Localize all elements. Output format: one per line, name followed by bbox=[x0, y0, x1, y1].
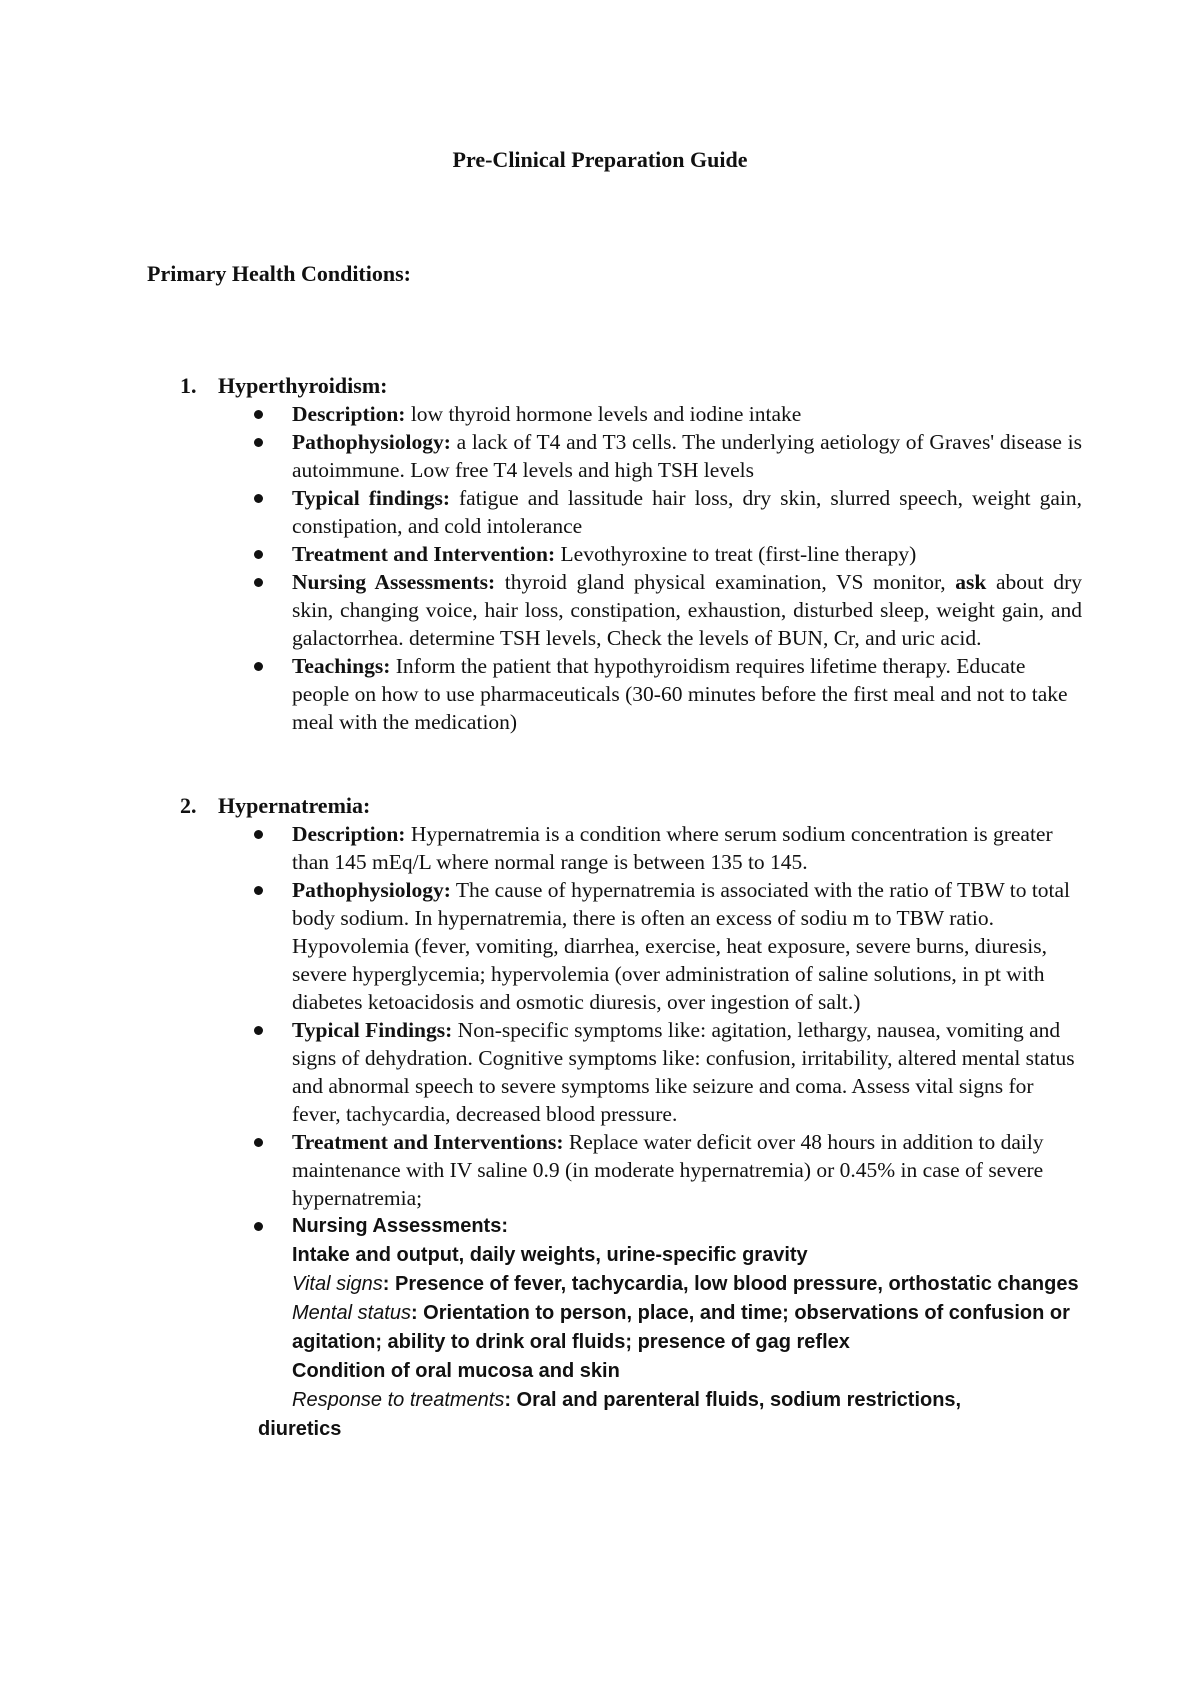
sub-label: Vital signs bbox=[292, 1273, 383, 1295]
bullet-icon bbox=[254, 438, 263, 447]
item-text: low thyroid hormone levels and iodine intake bbox=[405, 402, 802, 426]
condition-details bbox=[180, 400, 1080, 736]
bullet-icon bbox=[254, 886, 263, 895]
list-item bbox=[180, 1016, 1082, 1128]
section-heading: Primary Health Conditions: bbox=[147, 261, 411, 286]
item-text: Non-specific symptoms like: agitation, lethargy, nausea, vomiting and signs of dehydration. Cognitive symptoms like: confusion, irritability, altered mental status and abnormal speech to severe symptoms like seizure and coma. Assess vital signs for fever, tachycardia, decreased blood pressure. bbox=[292, 1018, 1075, 1126]
item-label: Typical Findings: bbox=[292, 1018, 453, 1042]
bullet-icon bbox=[254, 550, 263, 559]
bullet-icon bbox=[254, 1222, 263, 1231]
condition-heading bbox=[180, 792, 1080, 820]
condition-number: 1. bbox=[180, 373, 197, 398]
bullet-icon bbox=[254, 494, 263, 503]
vital-signs-line bbox=[292, 1270, 1082, 1299]
list-item bbox=[180, 428, 1082, 484]
bullet-icon bbox=[254, 662, 263, 671]
item-text: The cause of hypernatremia is associated with the ratio of TBW to total body sodium. In hypernatremia, there is often an excess of sodiu m to TBW ratio. Hypovolemia (fever, vomiting, diarrhea, exercise, heat exposure, severe burns, diuresis, severe hyperglycemia; hypervolemia (over administration of saline solutions, in pt with diabetes ketoacidosis and osmotic diuresis, over ingestion of salt.) bbox=[292, 878, 1071, 1014]
condition-number: 2. bbox=[180, 793, 197, 818]
item-text: fatigue and lassitude hair loss, dry skin, slurred speech, weight gain, constipation, and cold intolerance bbox=[292, 486, 1082, 538]
item-text: Replace water deficit over 48 hours in addition to daily maintenance with IV saline 0.9 (in moderate hypernatremia) or 0.45% in case of severe hypernatremia; bbox=[292, 1130, 1044, 1210]
condition-hypernatremia bbox=[180, 792, 1080, 1444]
list-item bbox=[180, 652, 1082, 736]
mental-status-line bbox=[292, 1299, 1082, 1357]
item-text: thyroid gland physical examination, VS monitor, bbox=[495, 570, 956, 594]
condition-name: Hypernatremia: bbox=[218, 793, 371, 818]
item-text-emphasis: ask bbox=[955, 570, 987, 594]
item-text: Hypernatremia is a condition where serum sodium concentration is greater than 145 mEq/L where normal range is between 135 to 145. bbox=[292, 822, 1053, 874]
condition-details bbox=[180, 820, 1080, 1444]
item-label: Description: bbox=[292, 822, 406, 846]
item-label: Typical findings: bbox=[292, 486, 450, 510]
item-label: Teachings: bbox=[292, 654, 391, 678]
item-text: : Orientation to person, place, and time; observations of confusion or agitation; ability to drink oral fluids; presence of gag reflex bbox=[292, 1302, 1070, 1353]
list-item bbox=[180, 400, 1082, 428]
bullet-icon bbox=[254, 578, 263, 587]
bullet-icon bbox=[254, 1026, 263, 1035]
condition-name: Hyperthyroidism: bbox=[218, 373, 388, 398]
item-text: Inform the patient that hypothyroidism requires lifetime therapy. Educate people on how to use pharmaceuticals (30-60 minutes before the first meal and not to take meal with the medication) bbox=[292, 654, 1068, 734]
bullet-icon bbox=[254, 1138, 263, 1147]
item-text: diuretics bbox=[258, 1418, 342, 1440]
item-text: : Oral and parenteral fluids, sodium restrictions, bbox=[504, 1389, 962, 1411]
list-item bbox=[180, 1128, 1082, 1212]
item-text: Levothyroxine to treat (first-line therapy) bbox=[555, 542, 917, 566]
response-line bbox=[292, 1386, 1082, 1415]
item-label: Nursing Assessments: bbox=[292, 1215, 508, 1237]
list-item bbox=[180, 484, 1082, 540]
item-label: Treatment and Intervention: bbox=[292, 542, 556, 566]
item-text: about dry skin, changing voice, hair loss, constipation, exhaustion, disturbed sleep, weight gain, and galactorrhea. determine TSH levels, Check the levels of BUN, Cr, and uric acid. bbox=[292, 570, 1082, 650]
bullet-icon bbox=[254, 830, 263, 839]
item-text: Condition of oral mucosa and skin bbox=[292, 1360, 620, 1382]
item-text: a lack of T4 and T3 cells. The underlying aetiology of Graves' disease is autoimmune. Low free T4 levels and high TSH levels bbox=[292, 430, 1082, 482]
item-label: Treatment and Interventions: bbox=[292, 1130, 564, 1154]
condition-hyperthyroidism bbox=[180, 372, 1080, 736]
list-item bbox=[180, 820, 1082, 876]
item-label: Nursing Assessments: bbox=[292, 570, 496, 594]
condition-heading bbox=[180, 372, 1080, 400]
item-label: Description: bbox=[292, 402, 406, 426]
sub-label: Mental status bbox=[292, 1302, 411, 1324]
bullet-icon bbox=[254, 410, 263, 419]
list-item-nursing-assessments bbox=[180, 1212, 1082, 1444]
list-item bbox=[180, 876, 1082, 1016]
item-label: Pathophysiology: bbox=[292, 430, 451, 454]
sub-label: Response to treatments bbox=[292, 1389, 505, 1411]
item-text: Intake and output, daily weights, urine-specific gravity bbox=[292, 1244, 808, 1266]
document-title: Pre-Clinical Preparation Guide bbox=[452, 147, 748, 172]
item-text: : Presence of fever, tachycardia, low blood pressure, orthostatic changes bbox=[382, 1273, 1079, 1295]
item-label: Pathophysiology: bbox=[292, 878, 451, 902]
list-item bbox=[180, 568, 1082, 652]
list-item bbox=[180, 540, 1082, 568]
